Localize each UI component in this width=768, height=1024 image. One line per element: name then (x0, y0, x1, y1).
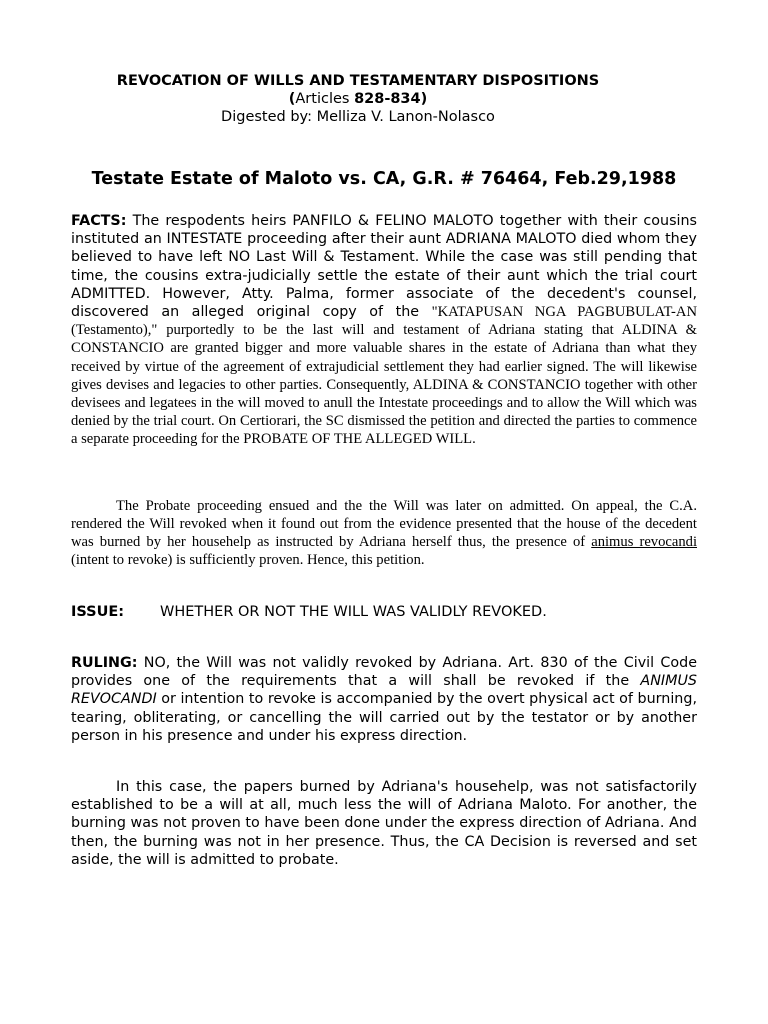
facts-text-serif: "KATAPUSAN NGA PAGBUBULAT-AN (Testamento)," purportedly to be the last will and testament of Adriana stating that ALDINA & CONSTANCIO are granted bigger and more valuable shares in the estate of Adriana than what they received by virtue of the agreement of extrajudicial settlement they had earlier signed. The will likewise gives devises and legacies to other parties. Consequently, ALDINA & CONSTANCIO together with other devisees and legatees in the will moved to anull the Intestate proceedings and to allow the Will which was denied by the trial court. On Certiorari, the SC dismissed the petition and directed the parties to commence a separate proceeding for the PROBATE OF THE ALLEGED WILL. (71, 304, 697, 448)
articles-line (0, 90, 716, 108)
probate-paragraph (71, 497, 697, 569)
articles-open-paren: ( (288, 91, 296, 107)
document-header (0, 72, 716, 126)
document-title: REVOCATION OF WILLS AND TESTAMENTARY DISPOSITIONS (116, 73, 600, 89)
conclusion-paragraph: In this case, the papers burned by Adriana's househelp, was not satisfactorily established to be a will at all, much less the will of Adriana Maloto. For another, the burning was not proven to have been done under the express direction of Adriana. And then, the burning was not in her presence. Thus, the CA Decision is reversed and set aside, the will is admitted to probate. (71, 779, 697, 868)
ruling-label: RULING: (71, 655, 138, 671)
facts-text-sans: The respodents heirs PANFILO & FELINO MALOTO together with their cousins instituted an INTESTATE proceeding after their aunt ADRIANA MALOTO died whom they believed to have left NO Last Will & Testament. While the case was still pending that time, the cousins extra-judicially settle the estate of their aunt which the trial court ADMITTED. However, Atty. Palma, former associate of the decedent's counsel, discovered an alleged original copy of the (71, 213, 697, 321)
issue-paragraph (71, 602, 697, 622)
issue-text: WHETHER OR NOT THE WILL WAS VALIDLY REVOKED. (160, 604, 547, 620)
ruling-paragraph (71, 654, 697, 745)
digested-by: Digested by: Melliza V. Lanon-Nolasco (221, 109, 495, 125)
facts-label: FACTS: (71, 213, 127, 229)
probate-text-before: The Probate proceeding ensued and the the Will was later on admitted. On appeal, the C.A. rendered the Will revoked when it found out from the evidence presented that the house of the decedent was burned by her househelp as instructed by Adriana herself thus, the presence of (71, 498, 697, 550)
articles-range: 828-834) (354, 91, 428, 107)
articles-word: Articles (295, 91, 355, 107)
animus-revocandi-italic: ANIMUS REVOCANDI (71, 673, 697, 708)
ruling-text-after: or intention to revoke is accompanied by the overt physical act of burning, tearing, obliterating, or cancelling the will carried out by the testator or by another person in his presence and under his express direction. (71, 691, 697, 744)
animus-revocandi-term: animus revocandi (591, 534, 698, 550)
ruling-text-before: NO, the Will was not validly revoked by Adriana. Art. 830 of the Civil Code provides one of the requirements that a will shall be revoked if the (71, 655, 697, 690)
facts-paragraph (71, 212, 697, 449)
case-title: Testate Estate of Maloto vs. CA, G.R. # 76464, Feb.29,1988 (91, 169, 677, 189)
probate-text-after: (intent to revoke) is sufficiently proven. Hence, this petition. (71, 552, 425, 568)
issue-label: ISSUE: (71, 604, 125, 620)
